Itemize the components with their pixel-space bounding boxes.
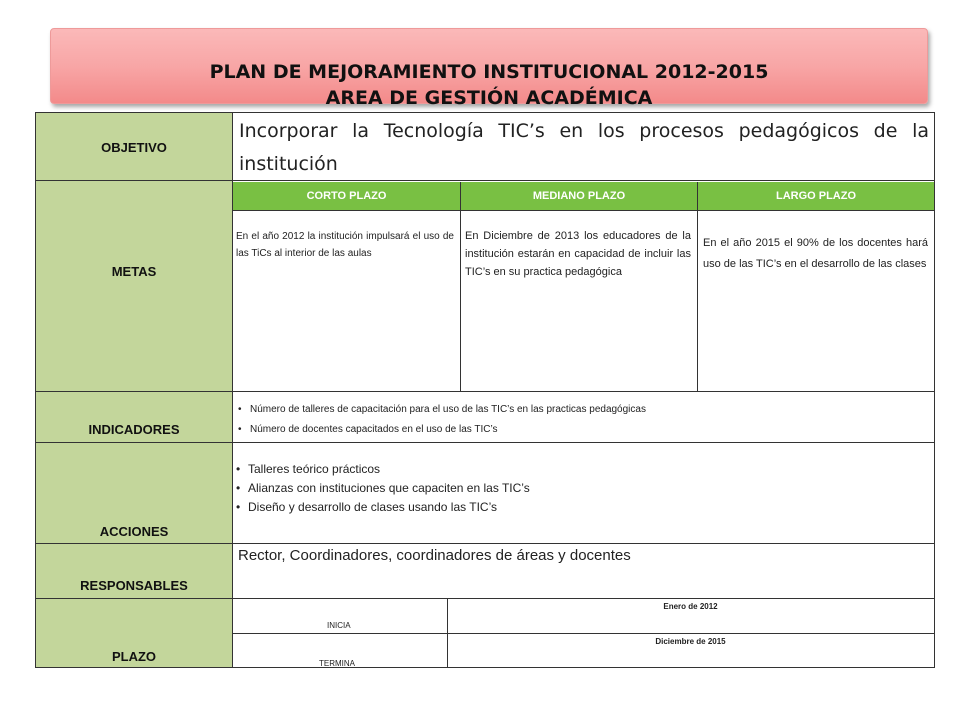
corto-plazo-header: CORTO PLAZO <box>233 182 460 210</box>
metas-header-divider <box>233 210 934 211</box>
metas-col-divider <box>460 210 461 391</box>
metas-col-divider <box>697 210 698 391</box>
metas-label: METAS <box>111 264 157 279</box>
plan-table <box>35 112 935 668</box>
inicia-value: Enero de 2012 <box>663 602 718 611</box>
area-title: AREA DE GESTIÓN ACADÉMICA <box>325 87 653 109</box>
termina-value: Diciembre de 2015 <box>655 637 726 646</box>
mediano-plazo-header: MEDIANO PLAZO <box>460 182 697 210</box>
termina-label: TERMINA <box>319 659 355 668</box>
objetivo-label-cell <box>36 113 233 180</box>
metas-label-cell <box>36 181 233 391</box>
acciones-list <box>234 460 530 517</box>
largo-plazo-header: LARGO PLAZO <box>697 182 934 210</box>
title-banner <box>50 28 928 109</box>
plazo-label-cell <box>36 599 233 667</box>
meta-corto-plazo: En el año 2012 la institución impulsará el uso de las TiCs al interior de las aulas <box>236 231 454 259</box>
acciones-label-cell <box>36 443 233 543</box>
accion-item: • Talleres teórico prácticos <box>234 460 530 479</box>
acciones-label: ACCIONES <box>99 524 169 539</box>
accion-item: • Diseño y desarrollo de clases usando las TIC’s <box>234 498 530 517</box>
indicadores-label-cell <box>36 392 233 442</box>
meta-largo-plazo: En el año 2015 el 90% de los docentes hará uso de las TIC’s en el desarrollo de las clases <box>703 237 928 270</box>
indicadores-label: INDICADORES <box>88 422 180 437</box>
accion-item: • Alianzas con instituciones que capaciten en las TIC’s <box>234 479 530 498</box>
indicador-item: • Número de docentes capacitados en el uso de las TIC’s <box>236 420 646 440</box>
responsables-label-cell <box>36 544 233 598</box>
inicia-label: INICIA <box>327 621 351 630</box>
meta-mediano-plazo: En Diciembre de 2013 los educadores de la institución estarán en capacidad de incluir las TIC’s en su practica pedagógica <box>465 230 691 278</box>
plazo-divider <box>233 633 934 634</box>
objetivo-label: OBJETIVO <box>101 140 167 155</box>
plazo-label: PLAZO <box>111 649 157 664</box>
objetivo-text: Incorporar la Tecnología TIC’s en los procesos pedagógicos de la institución <box>239 120 929 175</box>
responsables-label: RESPONSABLES <box>80 578 188 593</box>
indicador-item: • Número de talleres de capacitación para el uso de las TIC’s en las practicas pedagógicas <box>236 400 646 420</box>
plan-title: PLAN DE MEJORAMIENTO INSTITUCIONAL 2012-2015 <box>209 61 769 83</box>
indicadores-list <box>236 400 646 440</box>
responsables-text: Rector, Coordinadores, coordinadores de áreas y docentes <box>238 547 631 564</box>
